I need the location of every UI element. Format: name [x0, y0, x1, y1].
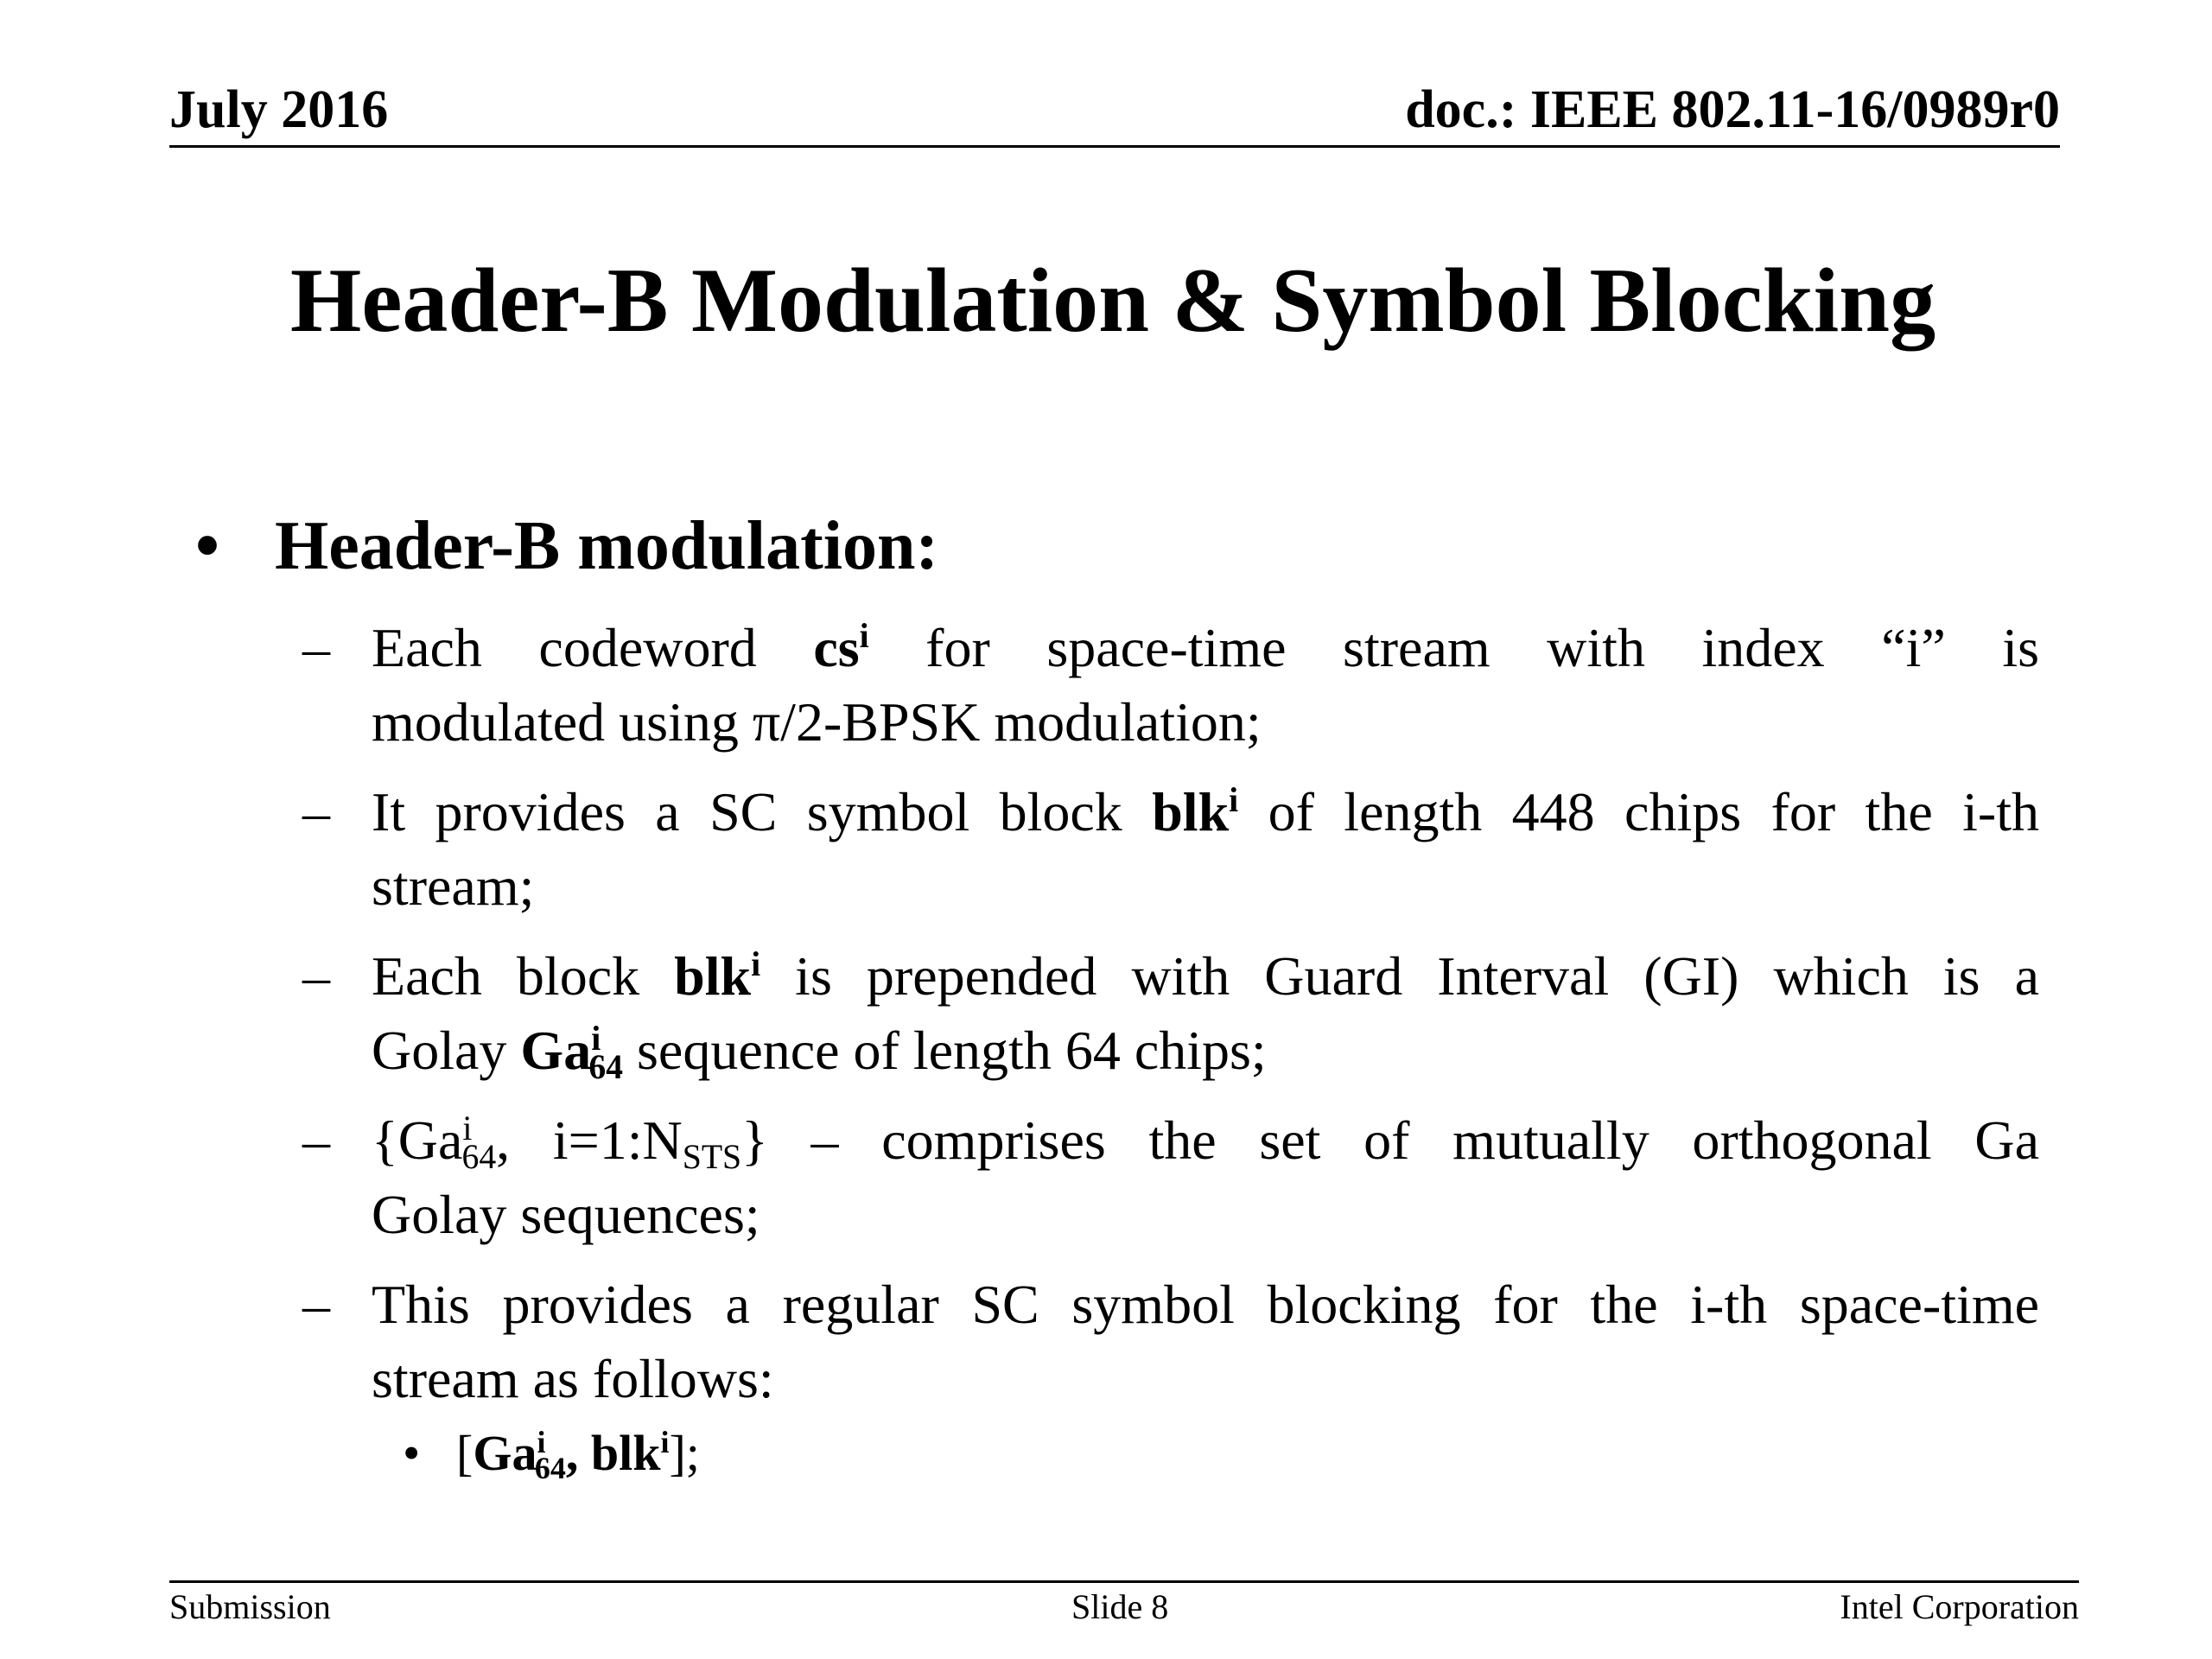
header-divider: [169, 145, 2060, 148]
dash-marker: –: [302, 617, 330, 678]
item-line: {$Ga^i_{64}$, $i=1:N_{STS}$} – comprises the set of mutually orthogonal Ga: [372, 1109, 2040, 1177]
header-date: July 2016: [169, 80, 389, 139]
item-line: Each codeword $cs^i$ for space-time stream with index “i” is: [372, 617, 2040, 678]
slide-title: Header-B Modulation & Symbol Blocking: [289, 250, 1936, 351]
footer-organization: Intel Corporation: [1840, 1587, 2079, 1626]
item-line: modulated using π/2-BPSK modulation;: [372, 691, 1262, 753]
item-line: Golay $Ga^i_{64}$ sequence of length 64 chips;: [372, 1020, 1267, 1087]
item-line: Each block blk$^i$ is prepended with Guard Interval (GI) which is a: [372, 945, 2040, 1007]
item-line: This provides a regular SC symbol blocking for the i-th space-time: [372, 1274, 2039, 1335]
bullet-text: Header-B modulation:: [275, 508, 939, 584]
item-line: Golay sequences;: [372, 1184, 760, 1245]
dash-marker: –: [302, 945, 330, 1007]
bullet-marker: •: [195, 508, 220, 584]
header-doc-id: doc.: IEEE 802.11-16/0989r0: [1405, 80, 2060, 139]
footer-divider: [169, 1580, 2079, 1583]
item-line: stream as follows:: [372, 1348, 774, 1409]
item-line: stream;: [372, 855, 535, 917]
dash-marker: –: [302, 1109, 330, 1171]
item-line: It provides a SC symbol block blk$^i$ of length 448 chips for the i-th: [372, 781, 2040, 842]
footer-submission: Submission: [169, 1587, 331, 1626]
sub-bullet-marker: •: [403, 1425, 421, 1481]
dash-marker: –: [302, 1274, 330, 1335]
dash-marker: –: [302, 781, 330, 842]
sub-bullet-text: [$Ga^i_{64}$, blk$^i$];: [456, 1425, 700, 1486]
footer-slide-number: Slide 8: [1071, 1587, 1169, 1626]
